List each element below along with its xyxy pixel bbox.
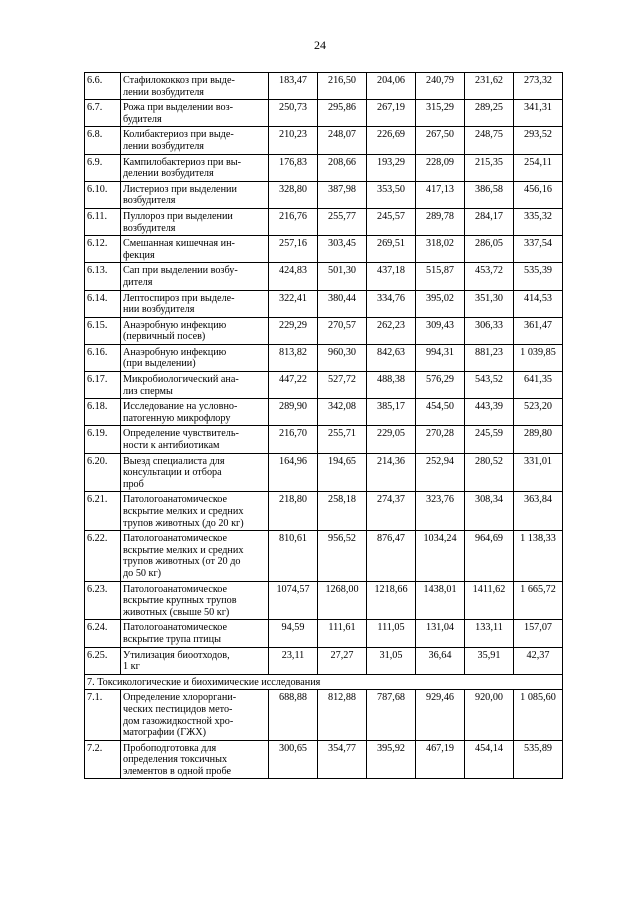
price-value-4: 515,87: [416, 263, 465, 290]
price-value-3: 876,47: [367, 531, 416, 581]
price-value-1: 176,83: [269, 154, 318, 181]
price-value-2: 303,45: [318, 236, 367, 263]
table-row: [85, 531, 563, 581]
price-value-6: 289,80: [514, 426, 563, 453]
price-value-3: 31,05: [367, 647, 416, 674]
price-value-4: 131,04: [416, 620, 465, 647]
service-name: Патологоанатомическое вскрытие крупных трупов животных (свыше 50 кг): [121, 581, 269, 620]
service-name: Листериоз при выделении возбудителя: [121, 181, 269, 208]
price-value-1: 164,96: [269, 453, 318, 492]
price-value-6: 341,31: [514, 100, 563, 127]
price-value-2: 255,77: [318, 208, 367, 235]
row-number: 6.19.: [85, 426, 121, 453]
price-value-4: 323,76: [416, 492, 465, 531]
row-number: 6.12.: [85, 236, 121, 263]
row-number: 6.7.: [85, 100, 121, 127]
price-value-6: 293,52: [514, 127, 563, 154]
price-value-2: 387,98: [318, 181, 367, 208]
price-value-1: 1074,57: [269, 581, 318, 620]
table-row: [85, 620, 563, 647]
table-row: [85, 208, 563, 235]
price-value-6: 456,16: [514, 181, 563, 208]
table-row: [85, 127, 563, 154]
price-value-5: 920,00: [465, 690, 514, 740]
service-name: Кампилобактериоз при вы- делении возбудителя: [121, 154, 269, 181]
price-value-5: 453,72: [465, 263, 514, 290]
price-value-1: 257,16: [269, 236, 318, 263]
price-value-4: 240,79: [416, 73, 465, 100]
price-value-6: 1 665,72: [514, 581, 563, 620]
row-number: 6.21.: [85, 492, 121, 531]
price-value-2: 208,66: [318, 154, 367, 181]
row-number: 6.16.: [85, 344, 121, 371]
row-number: 6.24.: [85, 620, 121, 647]
price-value-4: 289,78: [416, 208, 465, 235]
price-value-2: 258,18: [318, 492, 367, 531]
price-value-6: 337,54: [514, 236, 563, 263]
price-value-4: 467,19: [416, 740, 465, 779]
price-value-1: 688,88: [269, 690, 318, 740]
price-value-1: 250,73: [269, 100, 318, 127]
price-value-4: 315,29: [416, 100, 465, 127]
price-value-1: 300,65: [269, 740, 318, 779]
price-value-3: 193,29: [367, 154, 416, 181]
price-value-5: 1411,62: [465, 581, 514, 620]
table-row: [85, 263, 563, 290]
price-value-4: 309,43: [416, 317, 465, 344]
price-value-2: 354,77: [318, 740, 367, 779]
row-number: 6.25.: [85, 647, 121, 674]
table-row: [85, 690, 563, 740]
price-value-6: 335,32: [514, 208, 563, 235]
price-value-3: 353,50: [367, 181, 416, 208]
price-value-6: 331,01: [514, 453, 563, 492]
price-value-5: 133,11: [465, 620, 514, 647]
price-value-5: 443,39: [465, 399, 514, 426]
table-row: [85, 492, 563, 531]
price-value-4: 318,02: [416, 236, 465, 263]
row-number: 6.22.: [85, 531, 121, 581]
price-value-3: 229,05: [367, 426, 416, 453]
price-value-6: 157,07: [514, 620, 563, 647]
price-value-6: 363,84: [514, 492, 563, 531]
price-value-6: 414,53: [514, 290, 563, 317]
price-value-1: 216,70: [269, 426, 318, 453]
price-value-5: 248,75: [465, 127, 514, 154]
price-value-5: 964,69: [465, 531, 514, 581]
price-value-1: 289,90: [269, 399, 318, 426]
table-row: [85, 181, 563, 208]
service-name: Определение чувствитель- ности к антибиотикам: [121, 426, 269, 453]
service-name: Сап при выделении возбу- дителя: [121, 263, 269, 290]
price-value-6: 535,89: [514, 740, 563, 779]
table-row: [85, 290, 563, 317]
price-value-3: 267,19: [367, 100, 416, 127]
price-value-3: 214,36: [367, 453, 416, 492]
price-value-1: 94,59: [269, 620, 318, 647]
price-value-3: 111,05: [367, 620, 416, 647]
price-value-1: 218,80: [269, 492, 318, 531]
price-value-3: 395,92: [367, 740, 416, 779]
price-value-4: 576,29: [416, 372, 465, 399]
price-value-2: 527,72: [318, 372, 367, 399]
price-value-4: 1034,24: [416, 531, 465, 581]
price-value-3: 269,51: [367, 236, 416, 263]
price-value-1: 183,47: [269, 73, 318, 100]
price-value-2: 194,65: [318, 453, 367, 492]
price-value-3: 204,06: [367, 73, 416, 100]
price-value-3: 842,63: [367, 344, 416, 371]
price-value-4: 228,09: [416, 154, 465, 181]
price-value-4: 36,64: [416, 647, 465, 674]
price-value-1: 322,41: [269, 290, 318, 317]
row-number: 6.13.: [85, 263, 121, 290]
price-value-5: 231,62: [465, 73, 514, 100]
price-value-6: 273,32: [514, 73, 563, 100]
price-value-3: 262,23: [367, 317, 416, 344]
price-value-3: 245,57: [367, 208, 416, 235]
price-value-4: 252,94: [416, 453, 465, 492]
row-number: 6.23.: [85, 581, 121, 620]
price-value-3: 437,18: [367, 263, 416, 290]
service-name: Патологоанатомическое вскрытие мелких и средних трупов животных (от 20 до до 50 кг): [121, 531, 269, 581]
table-row: [85, 344, 563, 371]
service-name: Колибактериоз при выде- лении возбудителя: [121, 127, 269, 154]
price-value-6: 1 085,60: [514, 690, 563, 740]
price-value-5: 284,17: [465, 208, 514, 235]
price-value-5: 245,59: [465, 426, 514, 453]
price-value-2: 956,52: [318, 531, 367, 581]
price-value-1: 813,82: [269, 344, 318, 371]
price-value-1: 447,22: [269, 372, 318, 399]
table-row: [85, 453, 563, 492]
service-name: Анаэробную инфекцию (первичный посев): [121, 317, 269, 344]
price-value-2: 255,71: [318, 426, 367, 453]
price-value-5: 308,34: [465, 492, 514, 531]
price-value-2: 295,86: [318, 100, 367, 127]
price-value-3: 1218,66: [367, 581, 416, 620]
price-value-4: 994,31: [416, 344, 465, 371]
service-name: Выезд специалиста для консультации и отбора проб: [121, 453, 269, 492]
price-value-2: 111,61: [318, 620, 367, 647]
row-number: 6.20.: [85, 453, 121, 492]
price-value-6: 535,39: [514, 263, 563, 290]
price-value-5: 286,05: [465, 236, 514, 263]
row-number: 6.9.: [85, 154, 121, 181]
price-value-3: 385,17: [367, 399, 416, 426]
price-table: [84, 72, 563, 779]
service-name: Анаэробную инфекцию (при выделении): [121, 344, 269, 371]
price-value-5: 306,33: [465, 317, 514, 344]
price-value-5: 35,91: [465, 647, 514, 674]
service-name: Лептоспироз при выделе- нии возбудителя: [121, 290, 269, 317]
service-name: Патологоанатомическое вскрытие мелких и средних трупов животных (до 20 кг): [121, 492, 269, 531]
table-row: [85, 647, 563, 674]
table-row: [85, 399, 563, 426]
row-number: 6.15.: [85, 317, 121, 344]
price-value-2: 270,57: [318, 317, 367, 344]
price-value-5: 215,35: [465, 154, 514, 181]
row-number: 6.11.: [85, 208, 121, 235]
row-number: 6.14.: [85, 290, 121, 317]
service-name: Смешанная кишечная ин- фекция: [121, 236, 269, 263]
price-value-1: 210,23: [269, 127, 318, 154]
service-name: Пробоподготовка для определения токсичных элементов в одной пробе: [121, 740, 269, 779]
price-value-3: 334,76: [367, 290, 416, 317]
service-name: Стафилококкоз при выде- лении возбудителя: [121, 73, 269, 100]
price-value-6: 523,20: [514, 399, 563, 426]
page-number: 24: [314, 38, 326, 52]
row-number: 6.8.: [85, 127, 121, 154]
section-title: 7. Токсикологические и биохимические исследования: [85, 674, 563, 690]
table-row: [85, 73, 563, 100]
price-value-5: 386,58: [465, 181, 514, 208]
price-value-2: 216,50: [318, 73, 367, 100]
price-value-4: 417,13: [416, 181, 465, 208]
price-value-5: 881,23: [465, 344, 514, 371]
price-value-2: 960,30: [318, 344, 367, 371]
price-value-1: 328,80: [269, 181, 318, 208]
price-value-6: 254,11: [514, 154, 563, 181]
price-value-1: 216,76: [269, 208, 318, 235]
price-value-2: 27,27: [318, 647, 367, 674]
price-value-4: 395,02: [416, 290, 465, 317]
price-value-2: 248,07: [318, 127, 367, 154]
price-value-5: 454,14: [465, 740, 514, 779]
price-value-4: 1438,01: [416, 581, 465, 620]
row-number: 6.18.: [85, 399, 121, 426]
price-value-3: 488,38: [367, 372, 416, 399]
price-value-2: 1268,00: [318, 581, 367, 620]
service-name: Рожа при выделении воз- будителя: [121, 100, 269, 127]
table-row: [85, 317, 563, 344]
price-value-5: 280,52: [465, 453, 514, 492]
price-value-2: 501,30: [318, 263, 367, 290]
table-row: [85, 581, 563, 620]
service-name: Исследование на условно- патогенную микрофлору: [121, 399, 269, 426]
price-value-6: 1 138,33: [514, 531, 563, 581]
price-value-1: 810,61: [269, 531, 318, 581]
table-row: [85, 740, 563, 779]
price-value-3: 274,37: [367, 492, 416, 531]
price-value-2: 380,44: [318, 290, 367, 317]
price-value-6: 641,35: [514, 372, 563, 399]
row-number: 6.17.: [85, 372, 121, 399]
service-name: Определение хлороргани- ческих пестицидов мето- дом газожидкостной хро- матографии (ГЖХ): [121, 690, 269, 740]
price-value-1: 23,11: [269, 647, 318, 674]
price-value-5: 289,25: [465, 100, 514, 127]
section-header-body: [85, 674, 563, 690]
price-value-4: 454,50: [416, 399, 465, 426]
price-value-6: 42,37: [514, 647, 563, 674]
price-value-4: 270,28: [416, 426, 465, 453]
row-number: 7.2.: [85, 740, 121, 779]
price-value-4: 929,46: [416, 690, 465, 740]
table-row: [85, 154, 563, 181]
table-row: [85, 372, 563, 399]
service-name: Пуллороз при выделении возбудителя: [121, 208, 269, 235]
table-body: [85, 73, 563, 675]
price-value-2: 812,88: [318, 690, 367, 740]
price-value-1: 424,83: [269, 263, 318, 290]
row-number: 6.6.: [85, 73, 121, 100]
price-value-6: 1 039,85: [514, 344, 563, 371]
price-value-1: 229,29: [269, 317, 318, 344]
price-value-6: 361,47: [514, 317, 563, 344]
service-name: Утилизация биоотходов, 1 кг: [121, 647, 269, 674]
row-number: 7.1.: [85, 690, 121, 740]
price-value-2: 342,08: [318, 399, 367, 426]
table-row: [85, 100, 563, 127]
price-value-5: 351,30: [465, 290, 514, 317]
price-value-5: 543,52: [465, 372, 514, 399]
price-value-3: 787,68: [367, 690, 416, 740]
table-row: [85, 426, 563, 453]
service-name: Патологоанатомическое вскрытие трупа птицы: [121, 620, 269, 647]
table-body-section-7: [85, 690, 563, 779]
price-value-3: 226,69: [367, 127, 416, 154]
section-row: [85, 674, 563, 690]
table-row: [85, 236, 563, 263]
price-value-4: 267,50: [416, 127, 465, 154]
row-number: 6.10.: [85, 181, 121, 208]
service-name: Микробиологический ана- лиз спермы: [121, 372, 269, 399]
